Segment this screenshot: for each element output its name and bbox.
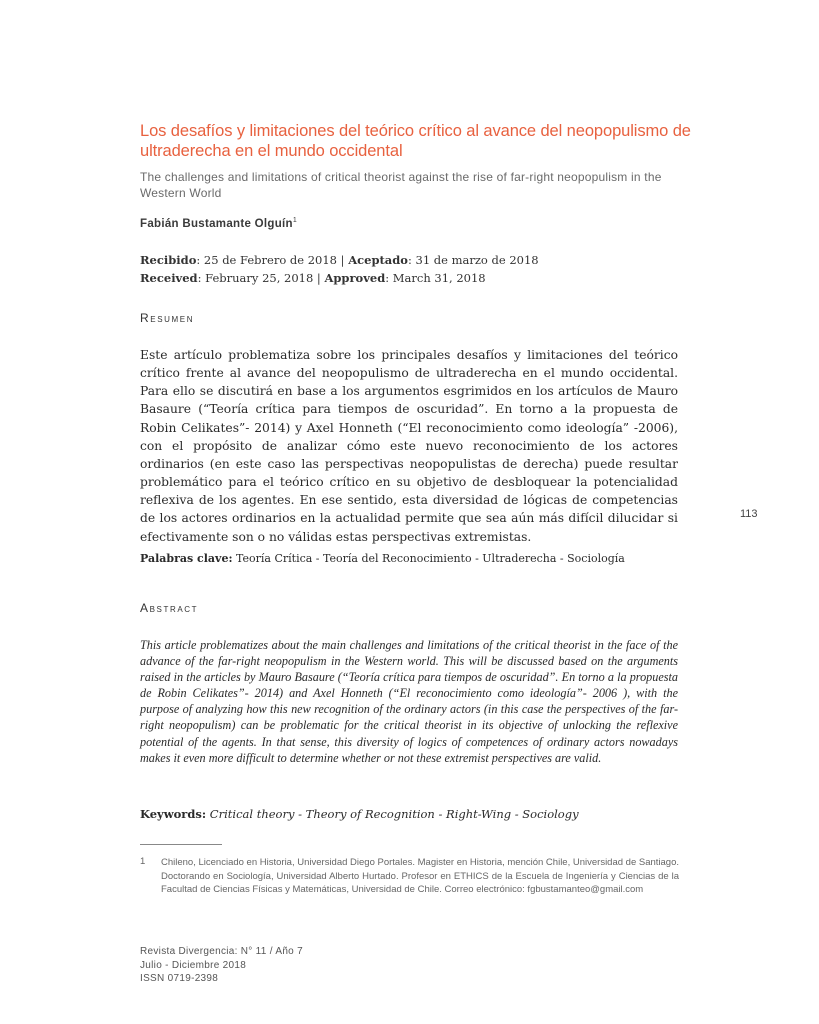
recibido-label: Recibido (140, 253, 197, 267)
dates-english (140, 269, 700, 287)
palabras-clave-list: Teoría Crítica - Teoría del Reconocimiento - Ultraderecha - Sociología (232, 552, 625, 565)
journal-line-2: Julio - Diciembre 2018 (140, 959, 247, 971)
aceptado-label: Aceptado (348, 253, 408, 267)
resumen-heading: Resumen (140, 311, 195, 325)
recibido-value: : 25 de Febrero de 2018 | (196, 253, 349, 267)
journal-info (140, 945, 303, 986)
footnote-text[interactable]: Chileno, Licenciado en Historia, Universidad Diego Portales. Magister en Historia, mención Chile, Universidad de Santiago. Doctorando en Sociología, Universidad Alberto Hurtado. Profesor en ETHICS de la Escuela de Ingeniería y Ciencias de la Facultad de Ciencias Físicas y Matemáticas, Universidad de Chile. Correo electrónico: fgbustamanteo@gmail.com (161, 857, 680, 895)
palabras-clave (140, 551, 700, 567)
page-number: 113 (740, 508, 758, 520)
footnote-number: 1 (140, 856, 146, 867)
keywords (140, 806, 700, 822)
article-subtitle: The challenges and limitations of critical theorist against the rise of far-right neopopulism in the Western World (140, 170, 662, 200)
article-title: Los desafíos y limitaciones del teórico crítico al avance del neopopulismo de ultraderecha en el mundo occidental (140, 122, 691, 160)
received-value: : February 25, 2018 | (197, 271, 325, 285)
keywords-list: Critical theory - Theory of Recognition - Right-Wing - Sociology (206, 807, 579, 821)
palabras-clave-label: Palabras clave: (140, 552, 233, 565)
dates-spanish (140, 251, 700, 269)
journal-line-3: ISSN 0719-2398 (140, 973, 219, 984)
abstract-heading: Abstract (140, 601, 199, 615)
article-dates (140, 251, 700, 287)
approved-label: Approved (324, 271, 386, 285)
author-footnote-mark[interactable]: 1 (292, 217, 298, 224)
author-name-text: Fabián Bustamante Olguín (140, 217, 293, 230)
keywords-label: Keywords: (140, 807, 207, 821)
aceptado-value: : 31 de marzo de 2018 (407, 253, 539, 267)
received-label: Received (140, 271, 198, 285)
approved-value: : March 31, 2018 (385, 271, 486, 285)
footnote-divider (140, 844, 222, 845)
journal-line-1: Revista Divergencia: N° 11 / Año 7 (140, 946, 303, 957)
author-name (140, 217, 297, 230)
resumen-body: Este artículo problematiza sobre los principales desafíos y limitaciones del teórico crítico frente al avance del neopopulismo de ultraderecha en el mundo occidental. Para ello se discutirá en base a los argumentos esgrimidos en los artículos de Mauro Basaure (“Teoría crítica para tiempos de oscuridad”. En torno a la propuesta de Robin Celikates”- 2014) y Axel Honneth (“El reconocimiento como ideología” -2006), con el propósito de analizar cómo este nuevo reconocimiento de los actores ordinarios (en este caso las perspectivas neopopulistas de derecha) puede resultar problemático para el teórico crítico en su objetivo de desbloquear la potencialidad reflexiva de los agentes. En ese sentido, esta diversidad de lógicas de competencias de los actores ordinarios en la actualidad permite que sea aún más difícil dilucidar si efectivamente son o no válidas estas perspectivas extremistas. (140, 348, 678, 544)
abstract-body: This article problematizes about the main challenges and limitations of the critical theorist in the face of the advance of the far-right neopopulism in the Western world. This will be discussed based on the arguments raised in the articles by Mauro Basaure (“Teoría crítica para tiempos de oscuridad”. En torno a la propuesta de Robin Celikates”- 2014) and Axel Honneth (“El reconocimiento como ideología”- 2006 ), with the purpose of analyzing how this new recognition of the ordinary actors (in this case the perspectives of the far-right neopopulism) can be problematic for the critical theorist in its objective of unlocking the reflexive potential of the agents. In that sense, this diversity of logics of competences of ordinary actors nowadays makes it even more difficult to determine whether or not these extremist perspectives are valid. (140, 638, 678, 765)
